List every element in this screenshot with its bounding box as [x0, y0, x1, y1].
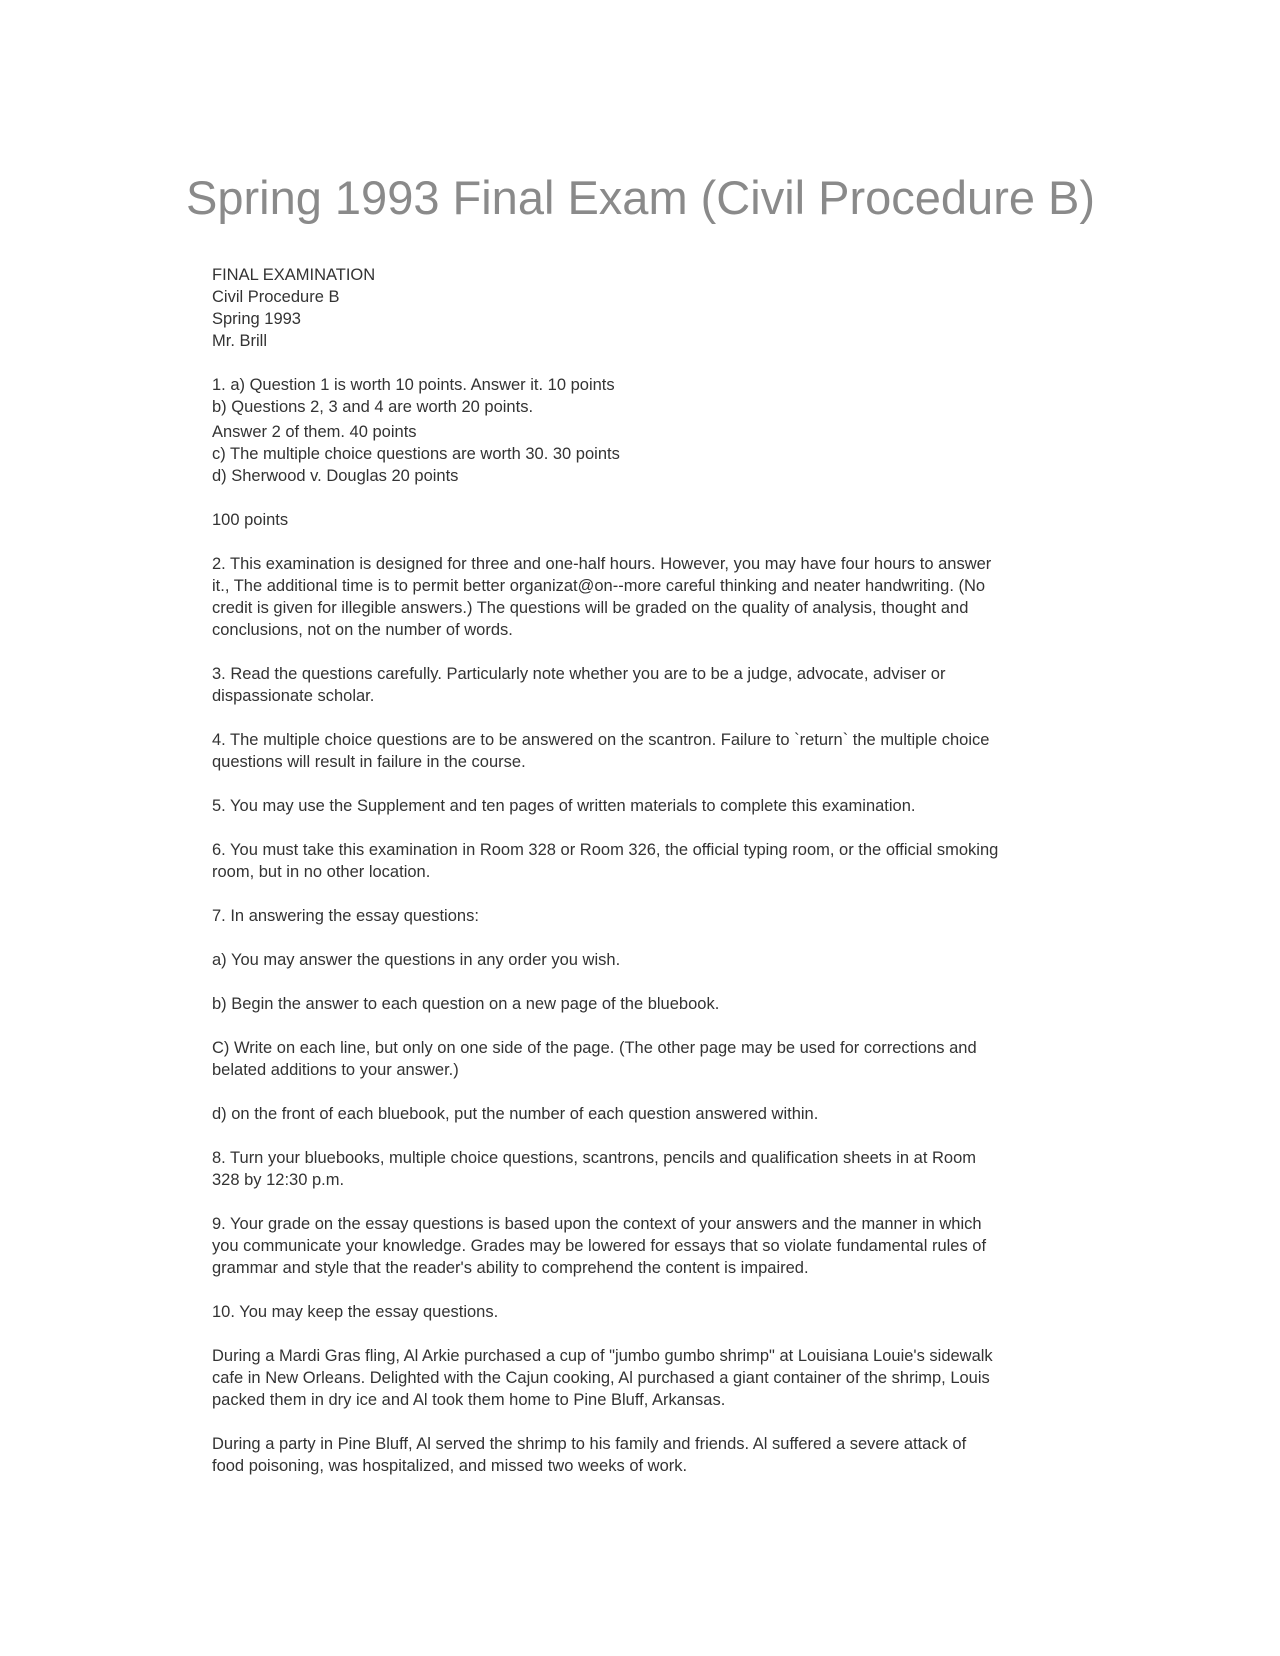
instruction-line: questions will result in failure in the course. [212, 753, 526, 771]
exam-body [212, 264, 1072, 1499]
instruction-line: conclusions, not on the number of words. [212, 621, 513, 639]
instruction-3 [212, 663, 1072, 707]
instruction-7a [212, 949, 1072, 971]
instruction-8 [212, 1147, 1072, 1191]
instruction-9 [212, 1213, 1072, 1279]
instruction-line: 8. Turn your bluebooks, multiple choice questions, scantrons, pencils and qualification sheets in at Room [212, 1149, 977, 1167]
instruction-line: 9. Your grade on the essay questions is based upon the context of your answers and the manner in which [212, 1215, 982, 1233]
instruction-line: 7. In answering the essay questions: [212, 907, 479, 925]
instruction-line: credit is given for illegible answers.) The questions will be graded on the quality of analysis, thought and [212, 599, 969, 617]
story-line: food poisoning, was hospitalized, and missed two weeks of work. [212, 1457, 688, 1475]
instruction-line: C) Write on each line, but only on one side of the page. (The other page may be used for corrections and [212, 1039, 977, 1057]
instruction-7d [212, 1103, 1072, 1125]
instruction-7 [212, 905, 1072, 927]
instruction-line: room, but in no other location. [212, 863, 431, 881]
header-line: FINAL EXAMINATION [212, 266, 376, 284]
instruction-4 [212, 729, 1072, 773]
instruction-line: 5. You may use the Supplement and ten pages of written materials to complete this examination. [212, 797, 916, 815]
header-line: Mr. Brill [212, 332, 267, 350]
story-line: During a Mardi Gras fling, Al Arkie purchased a cup of "jumbo gumbo shrimp" at Louisiana Louie's sidewalk [212, 1347, 993, 1365]
points-line: b) Questions 2, 3 and 4 are worth 20 points. [212, 398, 534, 416]
exam-header [212, 264, 1072, 352]
points-line: c) The multiple choice questions are worth 30. 30 points [212, 445, 620, 463]
header-line: Civil Procedure B [212, 288, 340, 306]
instruction-10 [212, 1301, 1072, 1323]
points-total-line: 100 points [212, 511, 289, 529]
instruction-line: a) You may answer the questions in any order you wish. [212, 951, 621, 969]
instruction-6 [212, 839, 1072, 883]
instruction-line: belated additions to your answer.) [212, 1061, 459, 1079]
instruction-line: dispassionate scholar. [212, 687, 375, 705]
instruction-line: 4. The multiple choice questions are to be answered on the scantron. Failure to `return` the multiple choice [212, 731, 990, 749]
instruction-line: b) Begin the answer to each question on a new page of the bluebook. [212, 995, 720, 1013]
points-breakdown [212, 374, 1072, 487]
instruction-line: 6. You must take this examination in Room 328 or Room 326, the official typing room, or the official smoking [212, 841, 999, 859]
instruction-line: you communicate your knowledge. Grades may be lowered for essays that so violate fundamental rules of [212, 1237, 987, 1255]
instruction-7c [212, 1037, 1072, 1081]
instruction-line: grammar and style that the reader's ability to comprehend the content is impaired. [212, 1259, 809, 1277]
story-line: packed them in dry ice and Al took them home to Pine Bluff, Arkansas. [212, 1391, 726, 1409]
story-line: cafe in New Orleans. Delighted with the Cajun cooking, Al purchased a giant container of the shrimp, Louis [212, 1369, 990, 1387]
story-paragraph-1 [212, 1345, 1072, 1411]
instruction-line: it., The additional time is to permit better organizat@on--more careful thinking and neater handwriting. (No [212, 577, 986, 595]
instruction-7b [212, 993, 1072, 1015]
points-line: Answer 2 of them. 40 points [212, 423, 417, 441]
points-line: d) Sherwood v. Douglas 20 points [212, 467, 459, 485]
instruction-5 [212, 795, 1072, 817]
instruction-line: d) on the front of each bluebook, put the number of each question answered within. [212, 1105, 819, 1123]
points-total [212, 509, 1072, 531]
points-line: 1. a) Question 1 is worth 10 points. Answer it. 10 points [212, 376, 615, 394]
instruction-2 [212, 553, 1072, 641]
instruction-line: 10. You may keep the essay questions. [212, 1303, 499, 1321]
story-paragraph-2 [212, 1433, 1072, 1477]
page-title: Spring 1993 Final Exam (Civil Procedure B) [186, 171, 1096, 224]
story-line: During a party in Pine Bluff, Al served the shrimp to his family and friends. Al suffered a severe attack of [212, 1435, 967, 1453]
instruction-line: 3. Read the questions carefully. Particularly note whether you are to be a judge, advocate, adviser or [212, 665, 946, 683]
instruction-line: 328 by 12:30 p.m. [212, 1171, 345, 1189]
instruction-line: 2. This examination is designed for three and one-half hours. However, you may have four hours to answer [212, 555, 992, 573]
header-line: Spring 1993 [212, 310, 301, 328]
